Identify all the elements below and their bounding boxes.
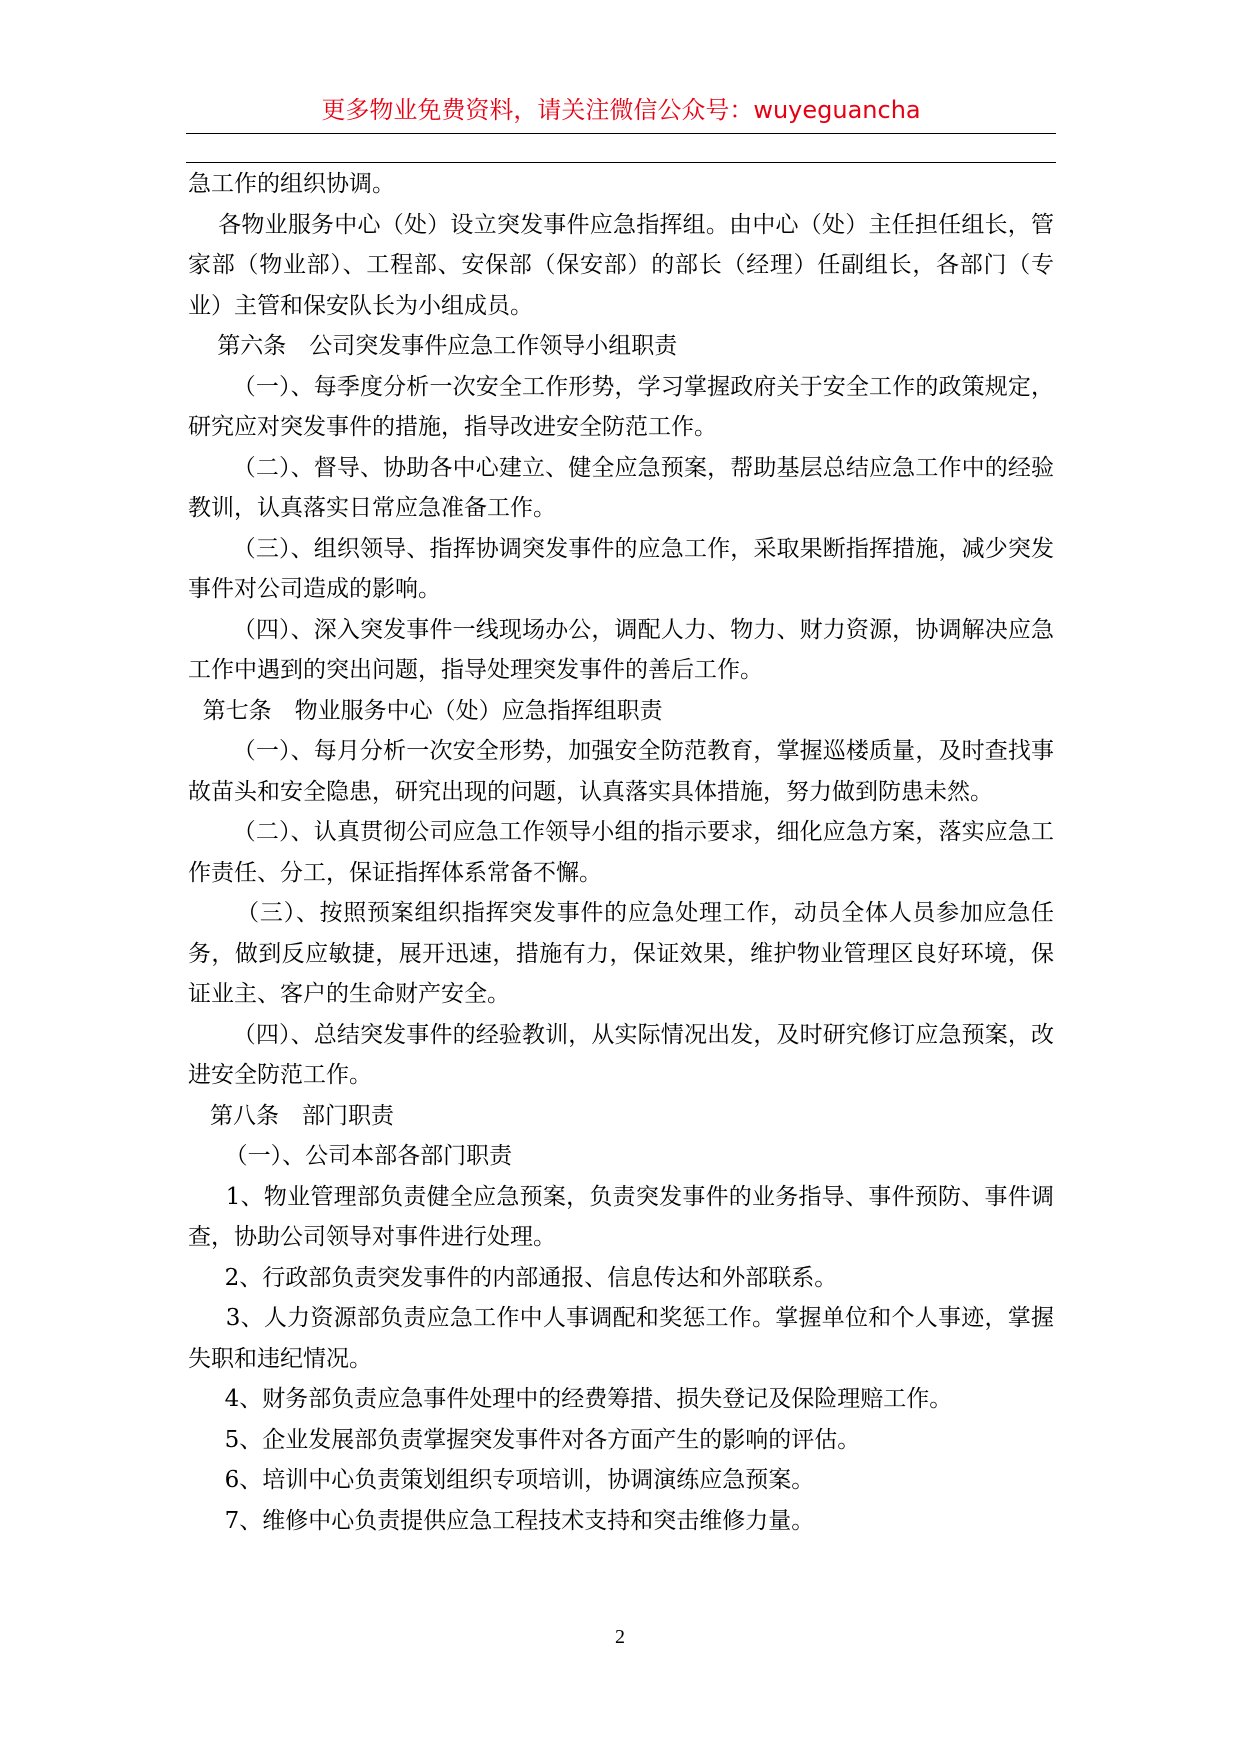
- section-heading: 第八条 部门职责: [188, 1102, 394, 1129]
- paragraph: （一）、每月分析一次安全形势，加强安全防范教育，掌握巡楼质量，及时查找事故苗头和安全隐患，研究出现的问题，认真落实具体措施，努力做到防患未然。: [188, 738, 1055, 805]
- paragraph: 各物业服务中心（处）设立突发事件应急指挥组。由中心（处）主任担任组长，管家部（物业部）、工程部、安保部（保安部）的部长（经理）任副组长，各部门（专业）主管和保安队长为小组成员。: [188, 211, 1055, 319]
- header-rule-bottom: [186, 162, 1056, 163]
- paragraph: 急工作的组织协调。: [188, 171, 395, 197]
- paragraph: （三）、组织领导、指挥协调突发事件的应急工作，采取果断指挥措施，减少突发事件对公司造成的影响。: [188, 535, 1055, 602]
- paragraph: （三）、按照预案组织指挥突发事件的应急处理工作，动员全体人员参加应急任务，做到反应敏捷，展开迅速，措施有力，保证效果，维护物业管理区良好环境，保证业主、客户的生命财产安全。: [188, 900, 1055, 1007]
- paragraph: （四）、深入突发事件一线现场办公，调配人力、物力、财力资源，协调解决应急工作中遇到的突出问题，指导处理突发事件的善后工作。: [188, 616, 1055, 683]
- list-item: 2、行政部负责突发事件的内部通报、信息传达和外部联系。: [188, 1264, 838, 1291]
- section-heading: 第七条 物业服务中心（处）应急指挥组职责: [188, 697, 663, 724]
- list-item: 5、企业发展部负责掌握突发事件对各方面产生的影响的评估。: [188, 1426, 861, 1453]
- list-item: 3、人力资源部负责应急工作中人事调配和奖惩工作。掌握单位和个人事迹，掌握失职和违纪情况。: [188, 1305, 1054, 1372]
- list-item: 6、培训中心负责策划组织专项培训，协调演练应急预案。: [188, 1467, 815, 1493]
- paragraph: （二）、督导、协助各中心建立、健全应急预案，帮助基层总结应急工作中的经验教训，认真落实日常应急准备工作。: [188, 454, 1055, 521]
- paragraph: （四）、总结突发事件的经验教训，从实际情况出发，及时研究修订应急预案，改进安全防范工作。: [188, 1021, 1055, 1088]
- page-number: 2: [615, 1626, 625, 1648]
- subsection-heading: （一）、公司本部各部门职责: [188, 1143, 513, 1169]
- paragraph: （一）、每季度分析一次安全工作形势，学习掌握政府关于安全工作的政策规定，研究应对突发事件的措施，指导改进安全防范工作。: [188, 373, 1055, 440]
- document-body: [188, 164, 1054, 1541]
- list-item: 1、物业管理部负责健全应急预案，负责突发事件的业务指导、事件预防、事件调查，协助公司领导对事件进行处理。: [188, 1183, 1054, 1250]
- header-notice: 更多物业免费资料，请关注微信公众号：wuyeguancha: [321, 96, 921, 124]
- list-item: 4、财务部负责应急事件处理中的经费筹措、损失登记及保险理赔工作。: [188, 1386, 953, 1412]
- header-rule-top: [186, 133, 1056, 134]
- section-heading: 第六条 公司突发事件应急工作领导小组职责: [188, 333, 678, 359]
- paragraph: （二）、认真贯彻公司应急工作领导小组的指示要求，细化应急方案，落实应急工作责任、分工，保证指挥体系常备不懈。: [188, 819, 1055, 886]
- list-item: 7、维修中心负责提供应急工程技术支持和突击维修力量。: [188, 1507, 815, 1534]
